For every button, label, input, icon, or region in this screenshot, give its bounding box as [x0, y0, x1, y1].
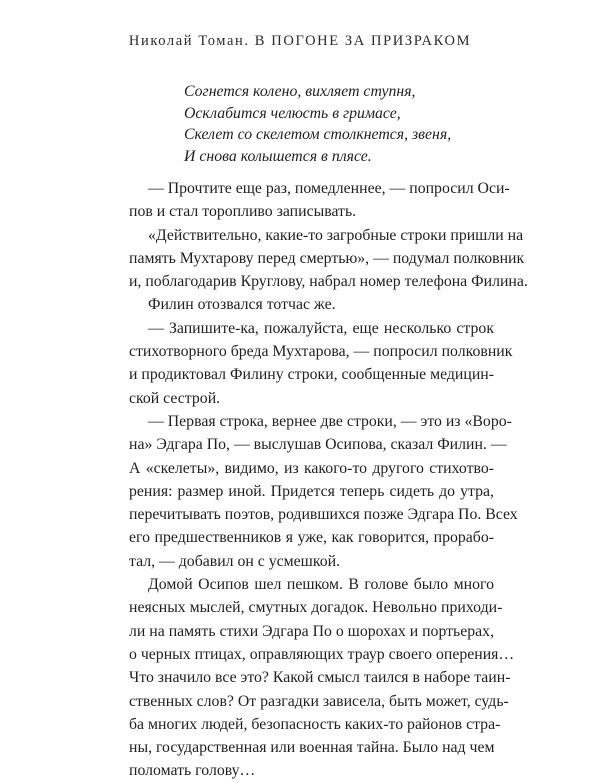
text-line: — Прочтите еще раз, помедленнее, — попросил Оси-: [148, 180, 510, 197]
running-head: Николай Томан. В ПОГОНЕ ЗА ПРИЗРАКОМ: [128, 33, 472, 49]
text-line: поломать голову…: [129, 762, 256, 780]
text-line: и продиктовал Филину строки, сообщенные медицин-: [129, 366, 494, 384]
text-line: рения: размер иной. Придется теперь сидеть до утра,: [129, 482, 494, 500]
verse-line: Согнется колено, вихляет ступня,: [184, 83, 416, 100]
text-line: ственных слов? От разгадки зависела, быть может, судь-: [129, 692, 509, 710]
text-line: — Первая строка, вернее две строки, — это из «Воро-: [148, 412, 512, 430]
text-line: Филин отозвался тотчас же.: [148, 296, 336, 314]
verse-stanza: [184, 81, 524, 167]
text-line: Домой Осипов шел пешком. В голове было много: [148, 576, 494, 594]
text-line: — Запишите-ка, пожалуйста, еще несколько строк: [148, 319, 494, 337]
text-line: о черных птицах, оправляющих траур своего оперения…: [129, 645, 515, 663]
text-line: перечитывать поэтов, родившихся позже Эдгара По. Всех: [129, 506, 518, 524]
text-line: память Мухтарову перед смертью», — подумал полковник: [129, 249, 525, 267]
text-line: его предшественников я уже, как говорится, прорабо-: [129, 529, 494, 547]
text-line: ской сестрой.: [129, 389, 221, 407]
verse-line: Осклабится челюсть в гримасе,: [184, 104, 401, 122]
text-line: А «скелеты», видимо, из какого-то другого стихотво-: [129, 459, 494, 477]
text-line: пов и стал торопливо записывать.: [129, 203, 357, 221]
text-line: ны, государственная или военная тайна. Было над чем: [129, 739, 495, 757]
text-line: «Действительно, какие-то загробные строки пришли на: [148, 226, 524, 244]
verse-line: Скелет со скелетом столкнется, звеня,: [184, 126, 452, 143]
verse-line: И снова колышется в плясе.: [184, 147, 372, 165]
text-line: ба многих людей, безопасность каких-то районов стра-: [129, 715, 501, 733]
text-line: тал, — добавил он с усмешкой.: [129, 552, 341, 570]
text-line: на» Эдгара По, — выслушав Осипова, сказал Филин. —: [129, 436, 507, 454]
prose-body: [129, 177, 528, 783]
text-line: стихотворного бреда Мухтарова, — попросил полковник: [129, 343, 513, 361]
text-line: неясных мыслей, смутных догадок. Невольно приходи-: [129, 599, 503, 617]
text-line: ли на память стихи Эдгара По о шорохах и портьерах,: [129, 622, 495, 640]
text-line: и, поблагодарив Круглову, набрал номер телефона Филина.: [129, 273, 528, 291]
text-line: Что значило все это? Какой смысл таился в наборе таин-: [129, 669, 511, 687]
